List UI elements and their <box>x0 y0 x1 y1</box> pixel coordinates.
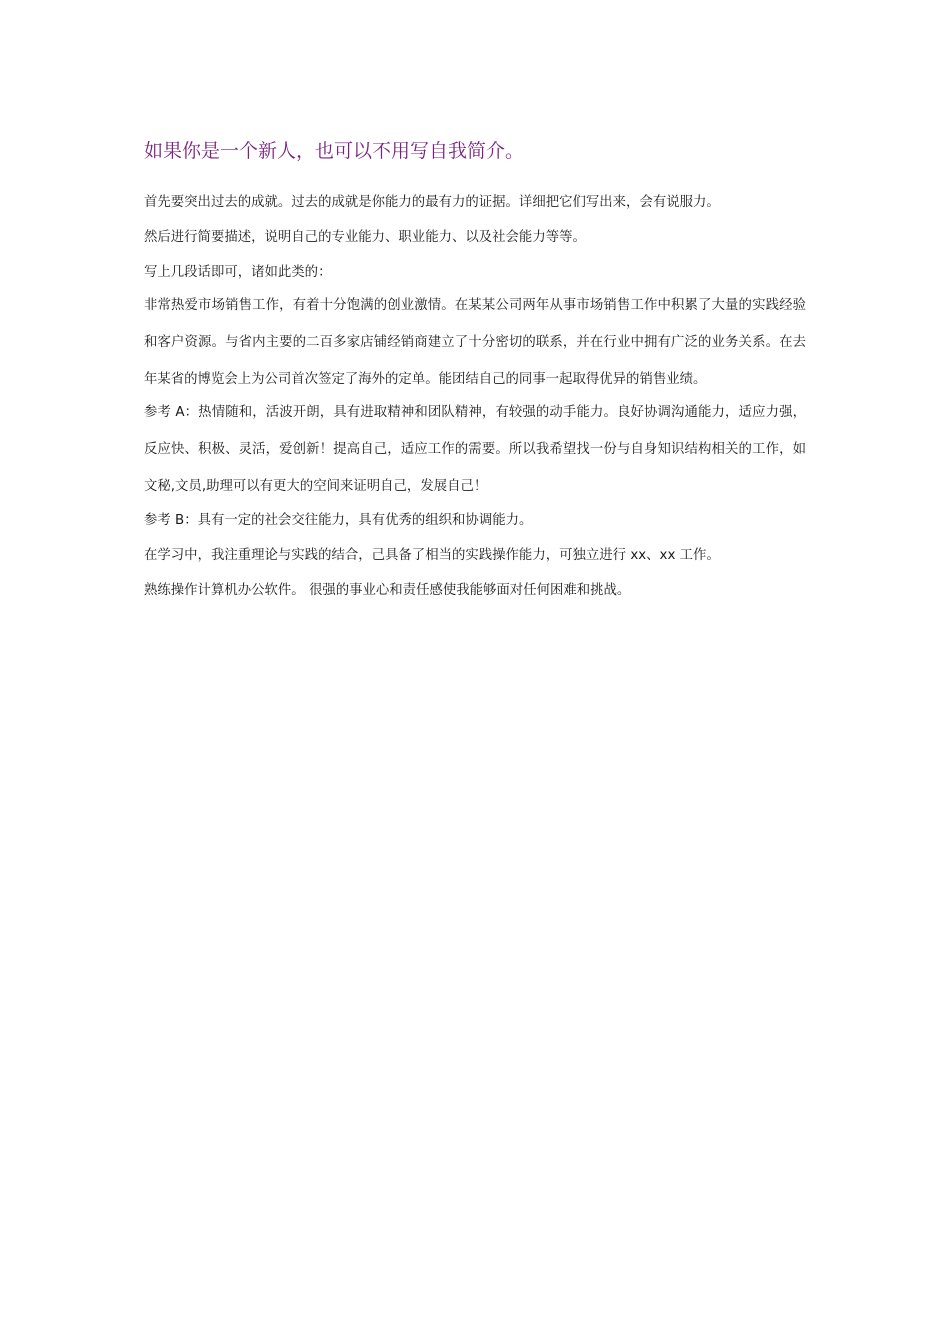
paragraph-skills: 熟练操作计算机办公软件。 很强的事业心和责任感使我能够面对任何困难和挑战。 <box>144 583 631 598</box>
document-body <box>144 186 806 609</box>
paragraph-study: 在学习中，我注重理论与实践的结合，己具备了相当的实践操作能力，可独立进行 xx、xx 工作。 <box>144 548 720 563</box>
paragraph-description: 然后进行简要描述，说明自己的专业能力、职业能力、以及社会能力等等。 <box>144 230 586 245</box>
paragraph-reference-a: 参考 A：热情随和，活波开朗，具有进取精神和团队精神，有较强的动手能力。良好协调沟通能力，适应力强，反应快、积极、灵活，爱创新！提高自己，适应工作的需要。所以我希望找一份与自身知识结构相关的工作，如文秘,文员,助理可以有更大的空间来证明自己，发展自己！ <box>144 405 806 494</box>
paragraph-achievements: 首先要突出过去的成就。过去的成就是你能力的最有力的证据。详细把它们写出来，会有说服力。 <box>144 195 720 210</box>
document-heading: 如果你是一个新人，也可以不用写自我简介。 <box>144 140 525 162</box>
paragraph-instruction: 写上几段话即可，诸如此类的： <box>144 265 332 280</box>
paragraph-sales-example: 非常热爱市场销售工作，有着十分饱满的创业激情。在某某公司两年从事市场销售工作中积累了大量的实践经验和客户资源。与省内主要的二百多家店铺经销商建立了十分密切的联系，并在行业中拥有广泛的业务关系。在去年某省的博览会上为公司首次签定了海外的定单。能团结自己的同事一起取得优异的销售业绩。 <box>144 298 806 387</box>
paragraph-reference-b: 参考 B：具有一定的社会交往能力，具有优秀的组织和协调能力。 <box>144 513 533 528</box>
